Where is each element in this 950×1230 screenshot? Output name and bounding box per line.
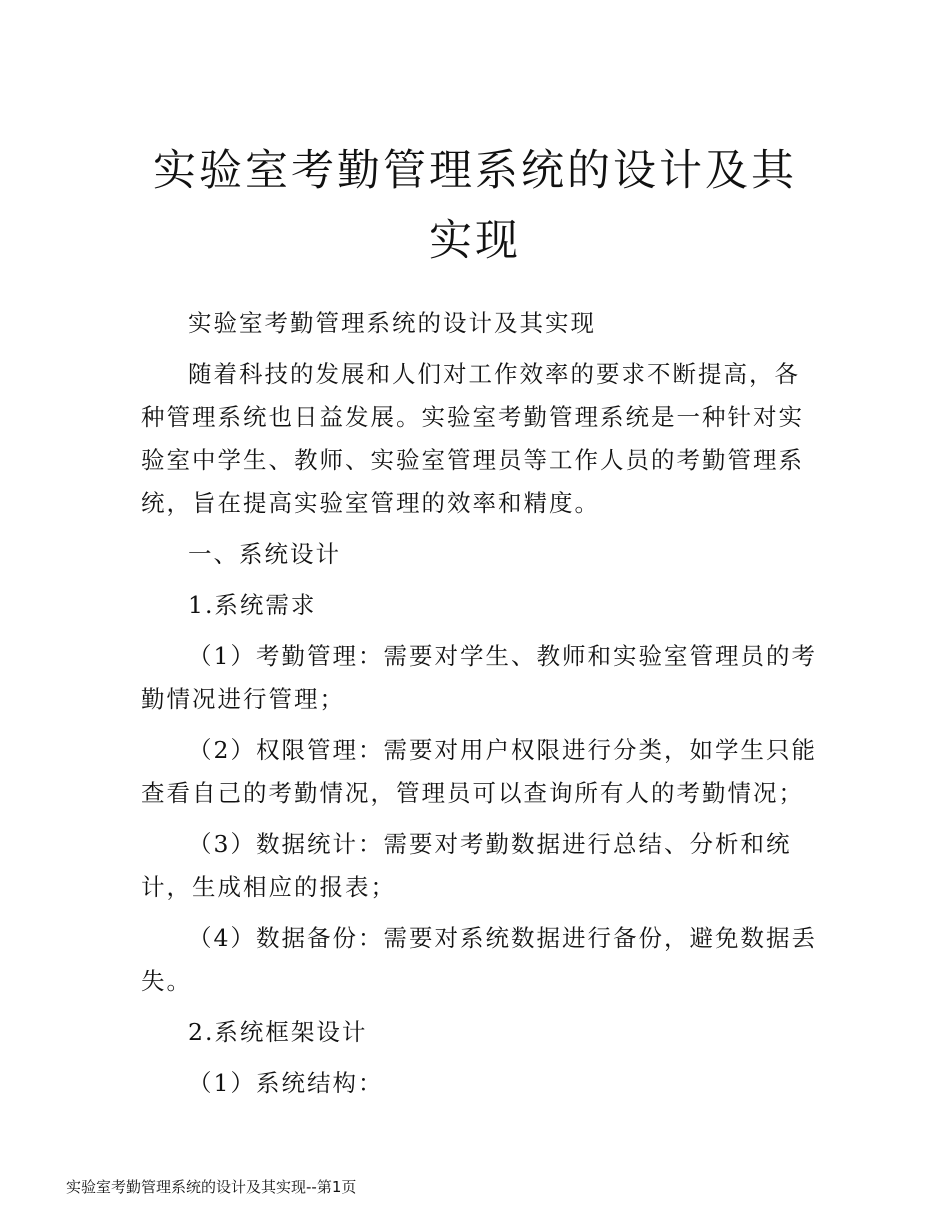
framework-item-1: （1）系统结构：	[188, 1069, 384, 1097]
page-footer: 实验室考勤管理系统的设计及其实现--第1页	[66, 1178, 357, 1196]
subsection-heading-requirements: 1.系统需求	[188, 591, 317, 619]
subsection-heading-framework: 2.系统框架设计	[188, 1018, 368, 1046]
section-heading-system-design: 一、系统设计	[188, 540, 341, 568]
requirement-item-1: （1）考勤管理：需要对学生、教师和实验室管理员的考勤情况进行管理；	[141, 642, 817, 713]
paragraph-intro: 随着科技的发展和人们对工作效率的要求不断提高，各种管理系统也日益发展。实验室考勤管理系统是一种针对实验室中学生、教师、实验室管理员等工作人员的考勤管理系统，旨在提高实验室管理的效率和精度。	[141, 360, 804, 517]
paragraph-subtitle: 实验室考勤管理系统的设计及其实现	[188, 309, 596, 337]
document-body	[141, 302, 821, 1113]
requirement-item-3: （3）数据统计：需要对考勤数据进行总结、分析和统计，生成相应的报表；	[141, 830, 792, 901]
requirement-item-4: （4）数据备份：需要对系统数据进行备份，避免数据丢失。	[141, 924, 817, 995]
document-title: 实验室考勤管理系统的设计及其实现	[153, 146, 797, 266]
requirement-item-2: （2）权限管理：需要对用户权限进行分类，如学生只能查看自己的考勤情况，管理员可以查询所有人的考勤情况；	[141, 736, 817, 807]
